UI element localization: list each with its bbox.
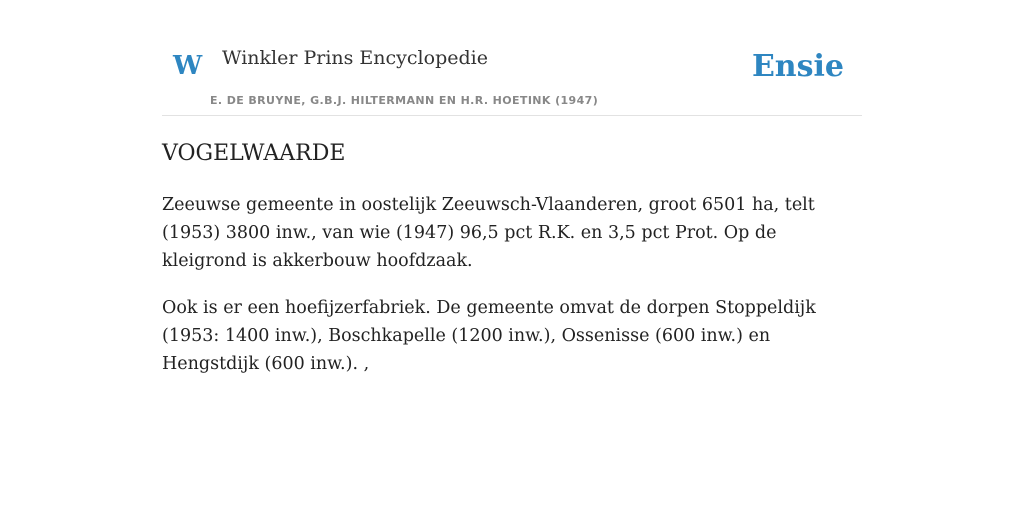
publication-header	[162, 40, 862, 116]
article-paragraph: Ook is er een hoefijzerfabriek. De gemeente omvat de dorpen Stoppeldijk (1953: 1400 inw.), Boschkapelle (1200 inw.), Ossenisse (600 inw.) en Hengstdijk (600 inw.). ,	[162, 297, 816, 374]
publication-logo[interactable]: W	[173, 51, 203, 81]
article	[162, 140, 852, 397]
article-title: VOGELWAARDE	[162, 141, 346, 166]
ensie-logo-link[interactable]: Ensie	[751, 49, 844, 84]
publication-authors: E. DE BRUYNE, G.B.J. HILTERMANN EN H.R. HOETINK (1947)	[210, 94, 599, 107]
publication-title[interactable]: Winkler Prins Encyclopedie	[222, 47, 488, 69]
article-paragraph: Zeeuwse gemeente in oostelijk Zeeuwsch-Vlaanderen, groot 6501 ha, telt (1953) 3800 inw., van wie (1947) 96,5 pct R.K. en 3,5 pct Prot. Op de kleigrond is akkerbouw hoofdzaak.	[162, 194, 815, 271]
